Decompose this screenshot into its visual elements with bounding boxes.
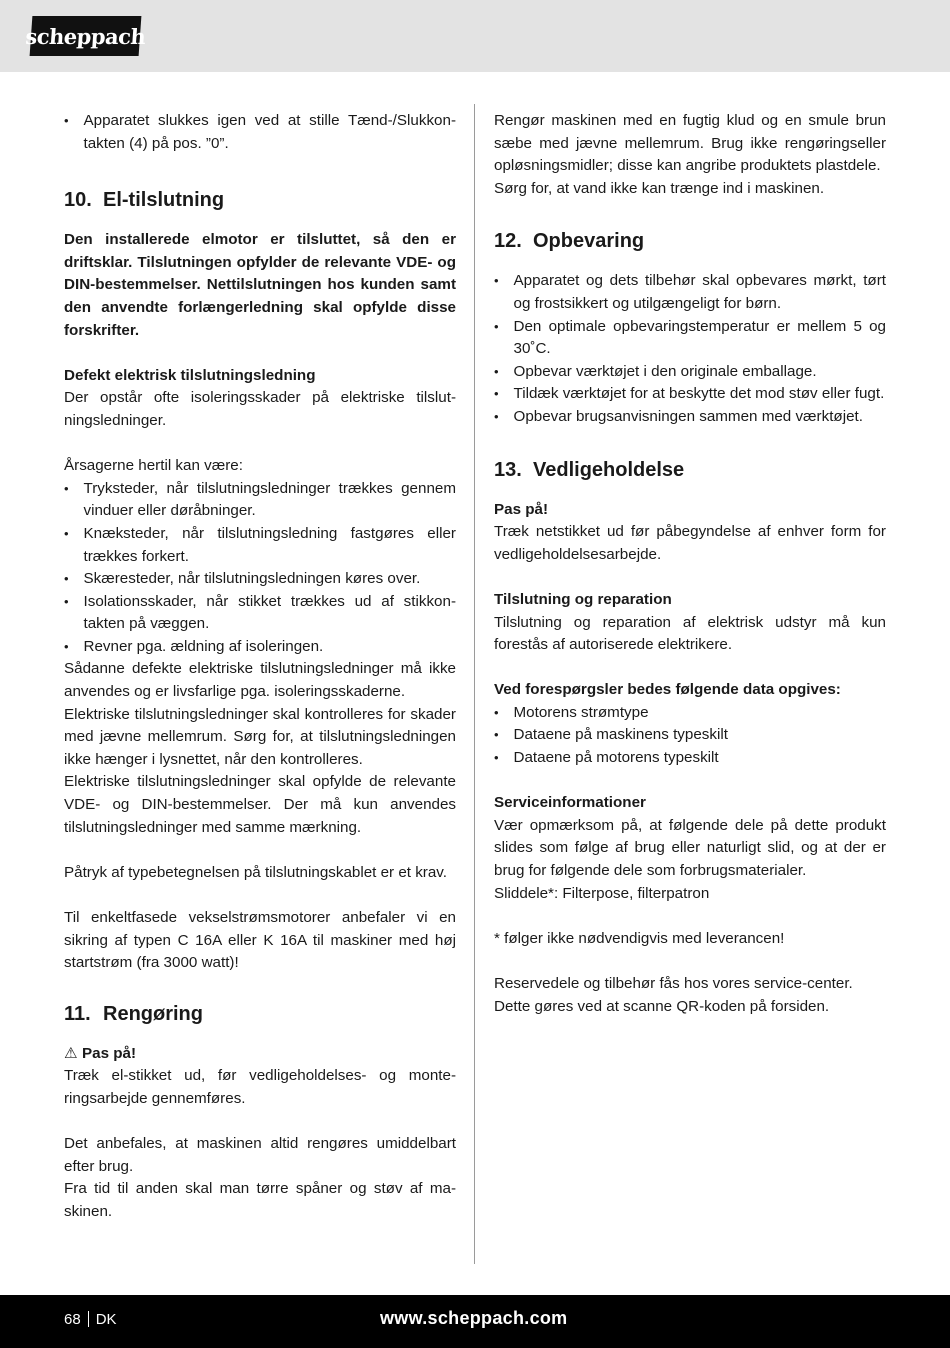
list-item: • Den optimale opbevaringstemperatur er mellem 5 og 30˚C. xyxy=(494,316,886,361)
page-number: 68 DK xyxy=(64,1311,117,1328)
pas-paa-text: Træk netstikket ud før påbegyndelse af enhver form for vedligeholdelsesarbejde. xyxy=(494,523,886,563)
causes-intro: Årsagerne hertil kan være: xyxy=(64,457,243,475)
warning-icon: ⚠ xyxy=(64,1044,78,1062)
list-item: • Opbevar værktøjet i den originale emballage. xyxy=(494,361,886,384)
list-item: • Tildæk værktøjet for at beskytte det mod støv eller fugt. xyxy=(494,383,886,406)
switch-list xyxy=(64,110,456,155)
section-number: 10. xyxy=(64,189,92,212)
list-item: • Apparatet slukkes igen ved at stille Tænd-/Slukkontakten (4) på pos. ”0”. xyxy=(64,110,456,155)
paatryk-paragraph: Påtryk af typebetegnelsen på tilslutningskablet er et krav. xyxy=(64,863,447,881)
warning-text: Træk el-stikket ud, før vedligeholdelses- og monteringsarbejde gennemføres. xyxy=(64,1067,456,1107)
vand-paragraph: Sørg for, at vand ikke kan trænge ind i maskinen. xyxy=(494,179,825,197)
defekt-heading: Defekt elektrisk tilslutningsledning xyxy=(64,366,316,384)
list-item: • Dataene på maskinens typeskilt xyxy=(494,724,886,747)
page-header xyxy=(0,0,950,72)
list-item: • Isolationsskader, når stikket trækkes ud af stikkontakten på væggen. xyxy=(64,591,456,636)
section-11-heading xyxy=(64,999,456,1029)
list-item: • Opbevar brugsanvisningen sammen med værktøjet. xyxy=(494,406,886,429)
spaaner-paragraph: Fra tid til anden skal man tørre spåner og støv af maskinen. xyxy=(64,1180,456,1220)
tilslutning-text: Tilslutning og reparation af elektrisk udstyr må kun forestås af autoriserede elektrikere. xyxy=(494,613,886,654)
section-number: 11. xyxy=(64,1002,91,1025)
section-number: 13. xyxy=(494,458,522,481)
scheppach-logo: scheppach xyxy=(30,16,142,56)
section-title: Opbevaring xyxy=(533,230,645,253)
reserve-line-1: Reservedele og tilbehør fås hos vores service-center. xyxy=(494,975,853,992)
right-column xyxy=(494,110,886,1018)
website-url: www.scheppach.com xyxy=(380,1308,568,1328)
footnote: * følger ikke nødvendigvis med leverancen! xyxy=(494,929,785,947)
list-item: • Skæresteder, når tilslutningsledningen køres over. xyxy=(64,568,456,591)
section-title: Vedligeholdelse xyxy=(533,458,685,481)
anbefales-paragraph: Det anbefales, at maskinen altid rengøres umiddelbart efter brug. xyxy=(64,1135,456,1175)
warning-label: ⚠ Pas på! xyxy=(64,1043,456,1066)
section-12-heading xyxy=(494,226,886,256)
enkeltfase-paragraph: Til enkeltfasede vekselstrømsmotorer anbefaler vi en sikring af typen C 16A eller K 16A til maskiner med høj startstrøm (fra 3000 watt)! xyxy=(64,909,456,972)
data-heading: Ved forespørgsler bedes følgende data opgives: xyxy=(494,681,841,699)
data-list xyxy=(494,702,886,770)
tilslutning-heading: Tilslutning og reparation xyxy=(494,590,672,608)
list-item: • Tryksteder, når tilslutningsledninger trækkes gennem vinduer eller døråbninger. xyxy=(64,478,456,523)
list-item: • Apparatet og dets tilbehør skal opbevares mørkt, tørt og frostsikkert og utilgængeligt for børn. xyxy=(494,270,886,315)
page-footer xyxy=(0,1295,950,1348)
defekt-text: Der opstår ofte isoleringsskader på elektriske tilslutningsledninger. xyxy=(64,389,456,429)
list-item: • Dataene på motorens typeskilt xyxy=(494,747,886,770)
list-item: • Motorens strømtype xyxy=(494,702,886,725)
section-number: 12. xyxy=(494,230,522,253)
left-column xyxy=(64,110,456,1224)
section-13-heading xyxy=(494,455,886,485)
service-text: Vær opmærksom på, at følgende dele på dette produkt slides som følge af brug eller naturligt slid, og at der er brug for følgende dele som forbrugsmaterialer. xyxy=(494,816,886,880)
rengor-paragraph: Rengør maskinen med en fugtig klud og en smule brun sæbe med jævne mellemrum. Brug ikke rengøringseller opløsningsmidler; disse kan angribe produktets plastdele. xyxy=(494,112,886,175)
pas-paa-label: Pas på! xyxy=(494,500,549,518)
causes-list xyxy=(64,478,456,659)
el-intro: Den installerede elmotor er tilsluttet, så den er driftsklar. Tilslutningen opfylder de relevante VDE- og DIN-bestemmelser. Nettilslutningen hos kunden samt den anvendte forlængerledning skal opfylde disse forskrifter. xyxy=(64,231,456,339)
service-heading: Serviceinformationer xyxy=(494,794,646,812)
defekte-paragraph: Sådanne defekte elektriske tilslutningsledninger må ikke anvendes og er livsfarlige pga. isoleringsskaderne. xyxy=(64,660,456,701)
list-item: • Revner pga. ældning af isoleringen. xyxy=(64,636,456,659)
opfylde-paragraph: Elektriske tilslutningsledninger skal opfylde de relevante VDE- og DIN-bestemmelser. Der må kun anvendes tilslutningsledninger med samme mærkning. xyxy=(64,773,456,836)
column-divider xyxy=(474,104,475,1264)
section-title: El-tilslutning xyxy=(103,189,225,212)
language-code: DK xyxy=(95,1311,117,1328)
reserve-line-2: Dette gøres ved at scanne QR-koden på forsiden. xyxy=(494,997,830,1015)
kontrol-paragraph: Elektriske tilslutningsledninger skal kontrolleres for skader med jævne mellemrum. Sørg for, at tilslutningsledningen ikke hænger i lysnettet, når den kontrolleres. xyxy=(64,705,456,768)
section-title: Rengøring xyxy=(103,1002,203,1025)
list-item: • Knæksteder, når tilslutningsledning fastgøres eller trækkes forkert. xyxy=(64,523,456,568)
storage-list xyxy=(494,270,886,428)
footer-separator xyxy=(88,1311,89,1327)
section-10-heading xyxy=(64,185,456,215)
sliddele-text: Sliddele*: Filterpose, filterpatron xyxy=(494,884,710,902)
